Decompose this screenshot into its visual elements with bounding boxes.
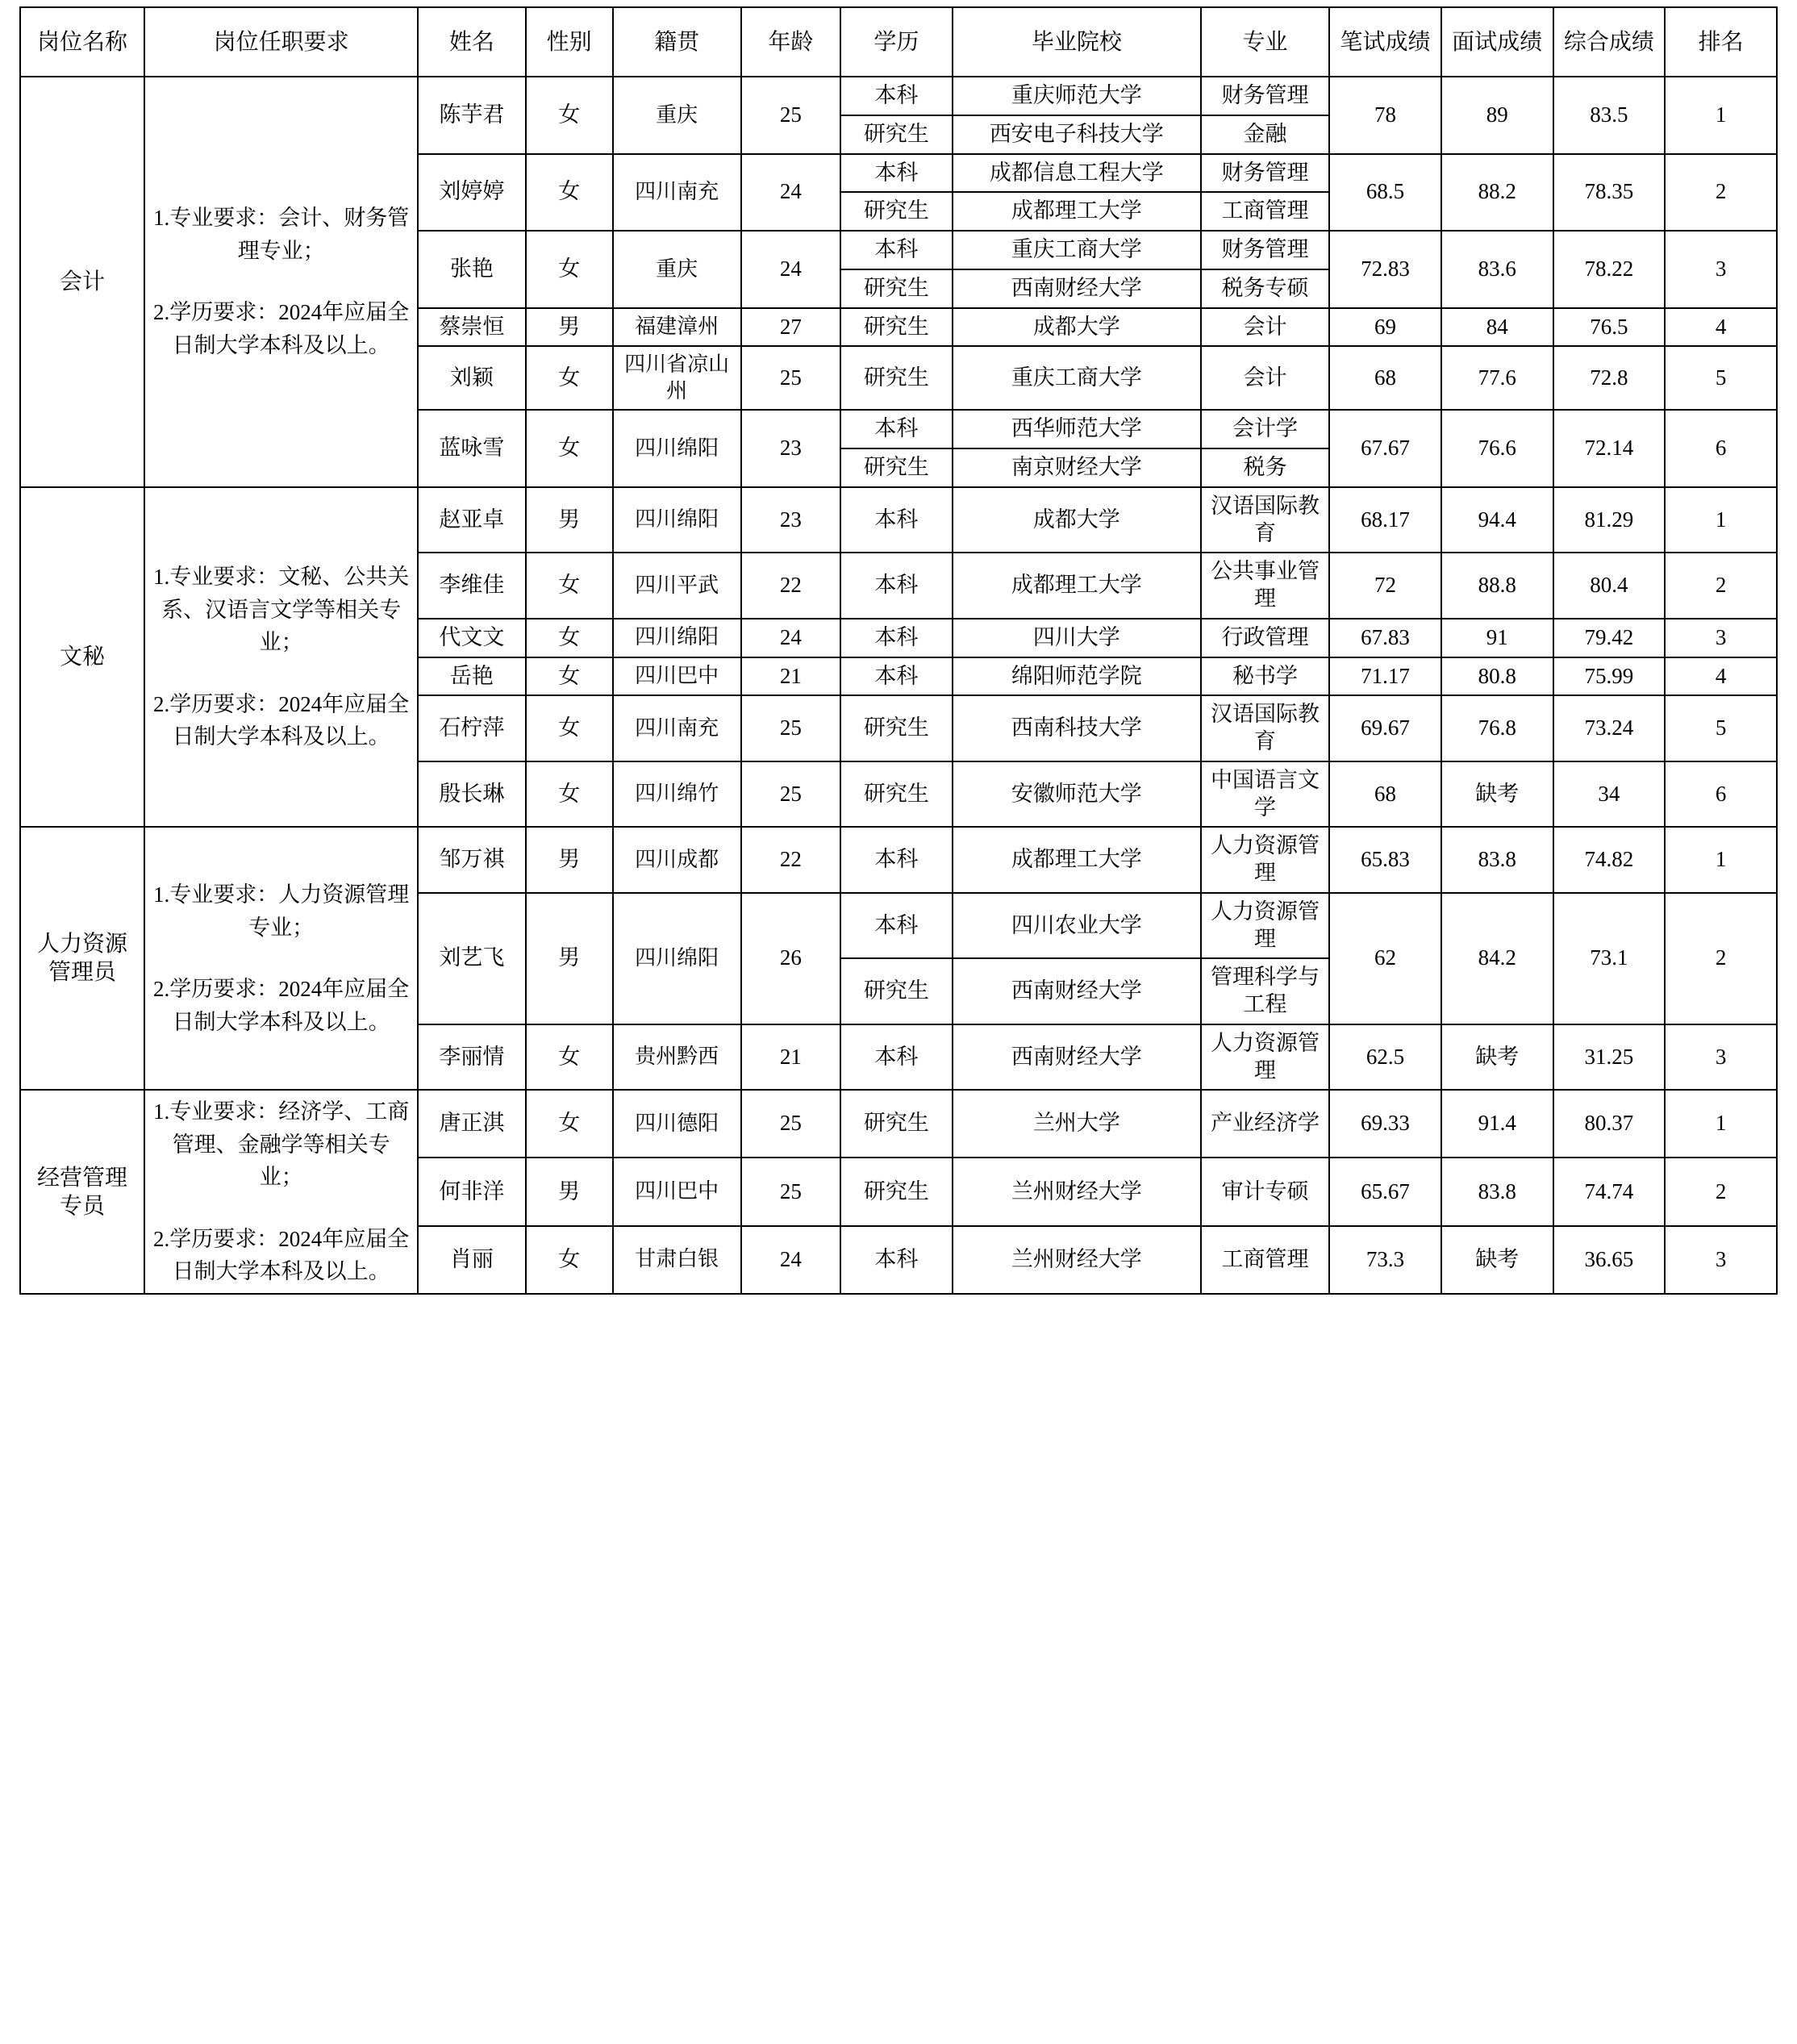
cell-major: 金融 <box>1201 115 1329 154</box>
cell-name: 殷长琳 <box>418 761 526 828</box>
cell-interview-score: 缺考 <box>1441 761 1553 828</box>
cell-age: 24 <box>741 231 840 308</box>
requirement-line: 1.专业要求：文秘、公共关系、汉语言文学等相关专业； <box>152 565 410 655</box>
cell-origin: 四川成都 <box>613 827 741 893</box>
cell-education-level: 研究生 <box>840 1090 953 1158</box>
cell-interview-score: 91 <box>1441 619 1553 657</box>
cell-school: 重庆师范大学 <box>953 77 1201 115</box>
cell-origin: 四川省凉山州 <box>613 346 741 410</box>
cell-major: 审计专硕 <box>1201 1158 1329 1225</box>
cell-origin: 四川绵阳 <box>613 410 741 487</box>
cell-total-score: 75.99 <box>1553 657 1666 696</box>
cell-rank: 5 <box>1665 346 1777 410</box>
cell-age: 23 <box>741 487 840 553</box>
cell-age: 25 <box>741 346 840 410</box>
cell-sex: 女 <box>526 1024 613 1091</box>
cell-name: 李维佳 <box>418 553 526 619</box>
cell-interview-score: 83.8 <box>1441 1158 1553 1225</box>
cell-school: 安徽师范大学 <box>953 761 1201 828</box>
cell-school: 成都理工大学 <box>953 192 1201 231</box>
cell-name: 李丽情 <box>418 1024 526 1091</box>
header-rank: 排名 <box>1665 7 1777 77</box>
cell-sex: 女 <box>526 1226 613 1294</box>
cell-total-score: 74.82 <box>1553 827 1666 893</box>
cell-total-score: 73.1 <box>1553 893 1666 1024</box>
header-major: 专业 <box>1201 7 1329 77</box>
cell-name: 刘艺飞 <box>418 893 526 1024</box>
cell-name: 蔡崇恒 <box>418 308 526 347</box>
cell-major: 工商管理 <box>1201 1226 1329 1294</box>
cell-education-level: 研究生 <box>840 695 953 761</box>
cell-school: 成都理工大学 <box>953 553 1201 619</box>
cell-written-score: 72.83 <box>1329 231 1441 308</box>
cell-age: 26 <box>741 893 840 1024</box>
cell-major: 会计学 <box>1201 410 1329 448</box>
table-row <box>20 1090 1777 1158</box>
cell-education-level: 本科 <box>840 553 953 619</box>
cell-education-level: 本科 <box>840 231 953 269</box>
cell-school: 西安电子科技大学 <box>953 115 1201 154</box>
cell-school: 四川农业大学 <box>953 893 1201 959</box>
cell-name: 邹万祺 <box>418 827 526 893</box>
cell-school: 成都大学 <box>953 308 1201 347</box>
cell-rank: 4 <box>1665 308 1777 347</box>
cell-interview-score: 84 <box>1441 308 1553 347</box>
cell-interview-score: 84.2 <box>1441 893 1553 1024</box>
cell-school: 重庆工商大学 <box>953 231 1201 269</box>
cell-education-level: 本科 <box>840 77 953 115</box>
cell-sex: 女 <box>526 346 613 410</box>
table-row <box>20 77 1777 115</box>
cell-age: 22 <box>741 827 840 893</box>
cell-origin: 四川绵阳 <box>613 619 741 657</box>
cell-rank: 1 <box>1665 77 1777 154</box>
cell-education-level: 研究生 <box>840 269 953 308</box>
header-origin: 籍贯 <box>613 7 741 77</box>
cell-written-score: 71.17 <box>1329 657 1441 696</box>
header-interview-score: 面试成绩 <box>1441 7 1553 77</box>
cell-major: 公共事业管理 <box>1201 553 1329 619</box>
cell-major: 行政管理 <box>1201 619 1329 657</box>
cell-total-score: 74.74 <box>1553 1158 1666 1225</box>
cell-origin: 四川绵阳 <box>613 487 741 553</box>
cell-age: 23 <box>741 410 840 487</box>
cell-rank: 6 <box>1665 761 1777 828</box>
cell-post-requirements <box>144 1090 418 1294</box>
cell-age: 22 <box>741 553 840 619</box>
table-row <box>20 827 1777 893</box>
cell-rank: 5 <box>1665 695 1777 761</box>
cell-rank: 3 <box>1665 231 1777 308</box>
cell-education-level: 本科 <box>840 1024 953 1091</box>
requirement-line: 1.专业要求：人力资源管理专业； <box>152 882 410 940</box>
cell-education-level: 研究生 <box>840 308 953 347</box>
cell-education-level: 本科 <box>840 657 953 696</box>
cell-sex: 男 <box>526 893 613 1024</box>
table-row <box>20 487 1777 553</box>
cell-major: 秘书学 <box>1201 657 1329 696</box>
cell-school: 兰州大学 <box>953 1090 1201 1158</box>
cell-rank: 3 <box>1665 619 1777 657</box>
cell-age: 25 <box>741 761 840 828</box>
cell-education-level: 本科 <box>840 1226 953 1294</box>
cell-major: 税务专硕 <box>1201 269 1329 308</box>
cell-total-score: 78.22 <box>1553 231 1666 308</box>
cell-major: 产业经济学 <box>1201 1090 1329 1158</box>
cell-age: 25 <box>741 77 840 154</box>
cell-school: 绵阳师范学院 <box>953 657 1201 696</box>
cell-total-score: 36.65 <box>1553 1226 1666 1294</box>
cell-rank: 4 <box>1665 657 1777 696</box>
cell-name: 唐正淇 <box>418 1090 526 1158</box>
cell-origin: 四川巴中 <box>613 657 741 696</box>
cell-school: 西南财经大学 <box>953 269 1201 308</box>
cell-origin: 四川平武 <box>613 553 741 619</box>
cell-total-score: 78.35 <box>1553 154 1666 232</box>
cell-interview-score: 76.8 <box>1441 695 1553 761</box>
cell-interview-score: 88.8 <box>1441 553 1553 619</box>
header-school: 毕业院校 <box>953 7 1201 77</box>
cell-rank: 2 <box>1665 893 1777 1024</box>
cell-interview-score: 83.6 <box>1441 231 1553 308</box>
cell-school: 西南财经大学 <box>953 958 1201 1024</box>
cell-interview-score: 缺考 <box>1441 1226 1553 1294</box>
cell-rank: 2 <box>1665 553 1777 619</box>
cell-total-score: 81.29 <box>1553 487 1666 553</box>
cell-name: 刘婷婷 <box>418 154 526 232</box>
cell-total-score: 80.4 <box>1553 553 1666 619</box>
cell-written-score: 65.67 <box>1329 1158 1441 1225</box>
cell-written-score: 68.17 <box>1329 487 1441 553</box>
cell-total-score: 79.42 <box>1553 619 1666 657</box>
cell-education-level: 研究生 <box>840 761 953 828</box>
requirement-line: 2.学历要求：2024年应届全日制大学本科及以上。 <box>152 1226 410 1284</box>
cell-post-requirements <box>144 487 418 828</box>
cell-school: 兰州财经大学 <box>953 1226 1201 1294</box>
cell-sex: 女 <box>526 553 613 619</box>
cell-education-level: 研究生 <box>840 448 953 487</box>
cell-written-score: 69 <box>1329 308 1441 347</box>
cell-interview-score: 缺考 <box>1441 1024 1553 1091</box>
cell-sex: 女 <box>526 695 613 761</box>
cell-sex: 女 <box>526 410 613 487</box>
requirement-line: 1.专业要求：经济学、工商管理、金融学等相关专业； <box>152 1099 410 1190</box>
cell-education-level: 本科 <box>840 487 953 553</box>
requirement-line: 2.学历要求：2024年应届全日制大学本科及以上。 <box>152 691 410 749</box>
cell-school: 重庆工商大学 <box>953 346 1201 410</box>
cell-written-score: 72 <box>1329 553 1441 619</box>
cell-education-level: 本科 <box>840 827 953 893</box>
cell-rank: 3 <box>1665 1024 1777 1091</box>
cell-education-level: 研究生 <box>840 115 953 154</box>
cell-rank: 1 <box>1665 827 1777 893</box>
cell-written-score: 69.67 <box>1329 695 1441 761</box>
cell-written-score: 65.83 <box>1329 827 1441 893</box>
cell-education-level: 研究生 <box>840 1158 953 1225</box>
cell-major: 汉语国际教育 <box>1201 487 1329 553</box>
cell-school: 西华师范大学 <box>953 410 1201 448</box>
table-header-row <box>20 7 1777 77</box>
cell-name: 岳艳 <box>418 657 526 696</box>
cell-total-score: 34 <box>1553 761 1666 828</box>
cell-name: 石柠萍 <box>418 695 526 761</box>
cell-age: 21 <box>741 657 840 696</box>
cell-sex: 女 <box>526 619 613 657</box>
cell-education-level: 研究生 <box>840 958 953 1024</box>
cell-origin: 四川绵阳 <box>613 893 741 1024</box>
cell-major: 汉语国际教育 <box>1201 695 1329 761</box>
cell-name: 蓝咏雪 <box>418 410 526 487</box>
cell-origin: 重庆 <box>613 77 741 154</box>
cell-sex: 女 <box>526 761 613 828</box>
cell-post-requirements <box>144 827 418 1090</box>
requirement-line: 1.专业要求：会计、财务管理专业； <box>152 206 410 263</box>
cell-post-requirements <box>144 77 418 487</box>
cell-written-score: 67.67 <box>1329 410 1441 487</box>
cell-total-score: 72.14 <box>1553 410 1666 487</box>
cell-major: 中国语言文学 <box>1201 761 1329 828</box>
header-post-name: 岗位名称 <box>20 7 144 77</box>
cell-written-score: 68.5 <box>1329 154 1441 232</box>
cell-major: 人力资源管理 <box>1201 1024 1329 1091</box>
cell-interview-score: 80.8 <box>1441 657 1553 696</box>
cell-rank: 3 <box>1665 1226 1777 1294</box>
cell-total-score: 73.24 <box>1553 695 1666 761</box>
cell-education-level: 本科 <box>840 154 953 193</box>
cell-age: 21 <box>741 1024 840 1091</box>
cell-name: 代文文 <box>418 619 526 657</box>
cell-interview-score: 89 <box>1441 77 1553 154</box>
cell-age: 27 <box>741 308 840 347</box>
cell-origin: 四川南充 <box>613 154 741 232</box>
cell-origin: 甘肃白银 <box>613 1226 741 1294</box>
cell-rank: 1 <box>1665 487 1777 553</box>
cell-written-score: 62 <box>1329 893 1441 1024</box>
cell-name: 赵亚卓 <box>418 487 526 553</box>
header-written-score: 笔试成绩 <box>1329 7 1441 77</box>
cell-age: 25 <box>741 1158 840 1225</box>
cell-sex: 男 <box>526 487 613 553</box>
cell-education-level: 研究生 <box>840 192 953 231</box>
cell-origin: 四川南充 <box>613 695 741 761</box>
cell-name: 张艳 <box>418 231 526 308</box>
cell-education-level: 研究生 <box>840 346 953 410</box>
cell-major: 税务 <box>1201 448 1329 487</box>
table-body <box>20 77 1777 1294</box>
cell-education-level: 本科 <box>840 619 953 657</box>
cell-written-score: 68 <box>1329 346 1441 410</box>
recruitment-results-table <box>19 6 1778 1295</box>
cell-origin: 四川巴中 <box>613 1158 741 1225</box>
cell-major: 工商管理 <box>1201 192 1329 231</box>
cell-origin: 四川绵竹 <box>613 761 741 828</box>
cell-post-name: 文秘 <box>20 487 144 828</box>
cell-major: 财务管理 <box>1201 231 1329 269</box>
cell-age: 25 <box>741 1090 840 1158</box>
cell-name: 陈芋君 <box>418 77 526 154</box>
header-age: 年龄 <box>741 7 840 77</box>
cell-school: 成都信息工程大学 <box>953 154 1201 193</box>
cell-written-score: 73.3 <box>1329 1226 1441 1294</box>
header-post-requirements: 岗位任职要求 <box>144 7 418 77</box>
cell-total-score: 76.5 <box>1553 308 1666 347</box>
cell-sex: 男 <box>526 1158 613 1225</box>
cell-interview-score: 83.8 <box>1441 827 1553 893</box>
cell-total-score: 72.8 <box>1553 346 1666 410</box>
cell-interview-score: 76.6 <box>1441 410 1553 487</box>
cell-education-level: 本科 <box>840 893 953 959</box>
cell-age: 25 <box>741 695 840 761</box>
cell-post-name: 经营管理专员 <box>20 1090 144 1294</box>
header-total-score: 综合成绩 <box>1553 7 1666 77</box>
cell-education-level: 本科 <box>840 410 953 448</box>
cell-school: 西南财经大学 <box>953 1024 1201 1091</box>
cell-name: 刘颖 <box>418 346 526 410</box>
table-header <box>20 7 1777 77</box>
cell-origin: 四川德阳 <box>613 1090 741 1158</box>
cell-written-score: 67.83 <box>1329 619 1441 657</box>
requirement-line: 2.学历要求：2024年应届全日制大学本科及以上。 <box>152 977 410 1034</box>
cell-origin: 贵州黔西 <box>613 1024 741 1091</box>
cell-major: 会计 <box>1201 308 1329 347</box>
cell-sex: 女 <box>526 231 613 308</box>
cell-written-score: 68 <box>1329 761 1441 828</box>
cell-major: 会计 <box>1201 346 1329 410</box>
cell-interview-score: 91.4 <box>1441 1090 1553 1158</box>
cell-total-score: 31.25 <box>1553 1024 1666 1091</box>
cell-interview-score: 94.4 <box>1441 487 1553 553</box>
cell-name: 肖丽 <box>418 1226 526 1294</box>
cell-school: 成都大学 <box>953 487 1201 553</box>
cell-school: 四川大学 <box>953 619 1201 657</box>
requirement-line: 2.学历要求：2024年应届全日制大学本科及以上。 <box>152 300 410 357</box>
cell-age: 24 <box>741 1226 840 1294</box>
cell-written-score: 69.33 <box>1329 1090 1441 1158</box>
header-name: 姓名 <box>418 7 526 77</box>
header-education: 学历 <box>840 7 953 77</box>
cell-total-score: 83.5 <box>1553 77 1666 154</box>
cell-post-name: 人力资源管理员 <box>20 827 144 1090</box>
cell-sex: 女 <box>526 657 613 696</box>
cell-sex: 女 <box>526 154 613 232</box>
cell-rank: 2 <box>1665 1158 1777 1225</box>
cell-school: 兰州财经大学 <box>953 1158 1201 1225</box>
header-sex: 性别 <box>526 7 613 77</box>
cell-school: 南京财经大学 <box>953 448 1201 487</box>
cell-origin: 重庆 <box>613 231 741 308</box>
cell-interview-score: 77.6 <box>1441 346 1553 410</box>
cell-rank: 2 <box>1665 154 1777 232</box>
cell-rank: 6 <box>1665 410 1777 487</box>
cell-post-name: 会计 <box>20 77 144 487</box>
cell-major: 财务管理 <box>1201 77 1329 115</box>
cell-major: 管理科学与工程 <box>1201 958 1329 1024</box>
cell-sex: 女 <box>526 1090 613 1158</box>
cell-total-score: 80.37 <box>1553 1090 1666 1158</box>
cell-written-score: 62.5 <box>1329 1024 1441 1091</box>
cell-written-score: 78 <box>1329 77 1441 154</box>
cell-sex: 男 <box>526 827 613 893</box>
cell-sex: 女 <box>526 77 613 154</box>
cell-name: 何非洋 <box>418 1158 526 1225</box>
cell-major: 人力资源管理 <box>1201 893 1329 959</box>
cell-school: 西南科技大学 <box>953 695 1201 761</box>
cell-school: 成都理工大学 <box>953 827 1201 893</box>
cell-sex: 男 <box>526 308 613 347</box>
cell-age: 24 <box>741 619 840 657</box>
cell-major: 财务管理 <box>1201 154 1329 193</box>
cell-origin: 福建漳州 <box>613 308 741 347</box>
cell-interview-score: 88.2 <box>1441 154 1553 232</box>
cell-major: 人力资源管理 <box>1201 827 1329 893</box>
cell-age: 24 <box>741 154 840 232</box>
cell-rank: 1 <box>1665 1090 1777 1158</box>
